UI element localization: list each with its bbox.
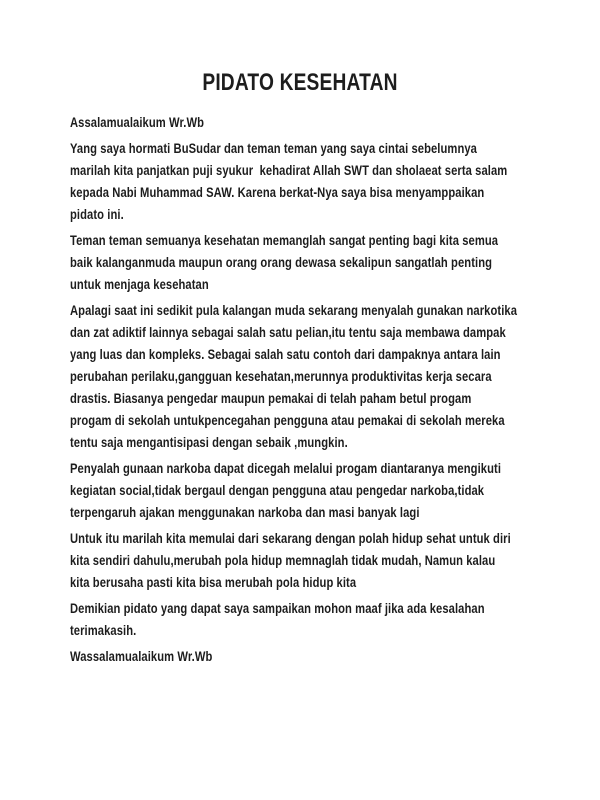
paragraph	[70, 527, 530, 593]
text-line: terimakasih.	[70, 622, 137, 638]
text-line: terpengaruh ajakan menggunakan narkoba dan masi banyak lagi	[70, 504, 420, 520]
text-line: untuk menjaga kesehatan	[70, 276, 209, 292]
text-line: pidato ini.	[70, 206, 124, 222]
paragraph	[70, 299, 530, 453]
text-line: Wassalamualaikum Wr.Wb	[70, 648, 213, 664]
text-line: tentu saja mengantisipasi dengan sebaik ,mungkin.	[70, 434, 348, 450]
text-line: Demikian pidato yang dapat saya sampaikan mohon maaf jika ada kesalahan	[70, 600, 485, 616]
text-line: drastis. Biasanya pengedar maupun pemakai di telah paham betul progam	[70, 390, 472, 406]
document-title: PIDATO KESEHATAN	[202, 69, 398, 96]
document-body	[70, 111, 530, 667]
paragraph	[70, 111, 530, 133]
text-line: Teman teman semuanya kesehatan memanglah sangat penting bagi kita semua	[70, 232, 499, 248]
text-line: Assalamualaikum Wr.Wb	[70, 114, 205, 130]
text-line: baik kalanganmuda maupun orang orang dewasa sekalipun sangatlah penting	[70, 254, 493, 270]
text-line: Untuk itu marilah kita memulai dari sekarang dengan polah hidup sehat untuk diri	[70, 530, 511, 546]
text-line: marilah kita panjatkan puji syukur kehadirat Allah SWT dan sholaeat serta salam	[70, 162, 508, 178]
text-line: kita berusaha pasti kita bisa merubah pola hidup kita	[70, 574, 357, 590]
text-line: dan zat adiktif lainnya sebagai salah satu pelian,itu tentu saja membawa dampak	[70, 324, 506, 340]
text-line: Yang saya hormati BuSudar dan teman teman yang saya cintai sebelumnya	[70, 140, 477, 156]
paragraph	[70, 229, 530, 295]
text-line: Penyalah gunaan narkoba dapat dicegah melalui progam diantaranya mengikuti	[70, 460, 502, 476]
text-line: kepada Nabi Muhammad SAW. Karena berkat-Nya saya bisa menyamppaikan	[70, 184, 485, 200]
text-line: Apalagi saat ini sedikit pula kalangan muda sekarang menyalah gunakan narkotika	[70, 302, 518, 318]
paragraph	[70, 137, 530, 225]
text-line: kegiatan social,tidak bergaul dengan pengguna atau pengedar narkoba,tidak	[70, 482, 485, 498]
text-line: progam di sekolah untukpencegahan pengguna atau pemakai di sekolah mereka	[70, 412, 505, 428]
text-line: perubahan perilaku,gangguan kesehatan,merunnya produktivitas kerja secara	[70, 368, 492, 384]
text-line: kita sendiri dahulu,merubah pola hidup memnaglah tidak mudah, Namun kalau	[70, 552, 496, 568]
paragraph	[70, 457, 530, 523]
paragraph	[70, 597, 530, 641]
text-line: yang luas dan kompleks. Sebagai salah satu contoh dari dampaknya antara lain	[70, 346, 501, 362]
paragraph	[70, 645, 530, 667]
